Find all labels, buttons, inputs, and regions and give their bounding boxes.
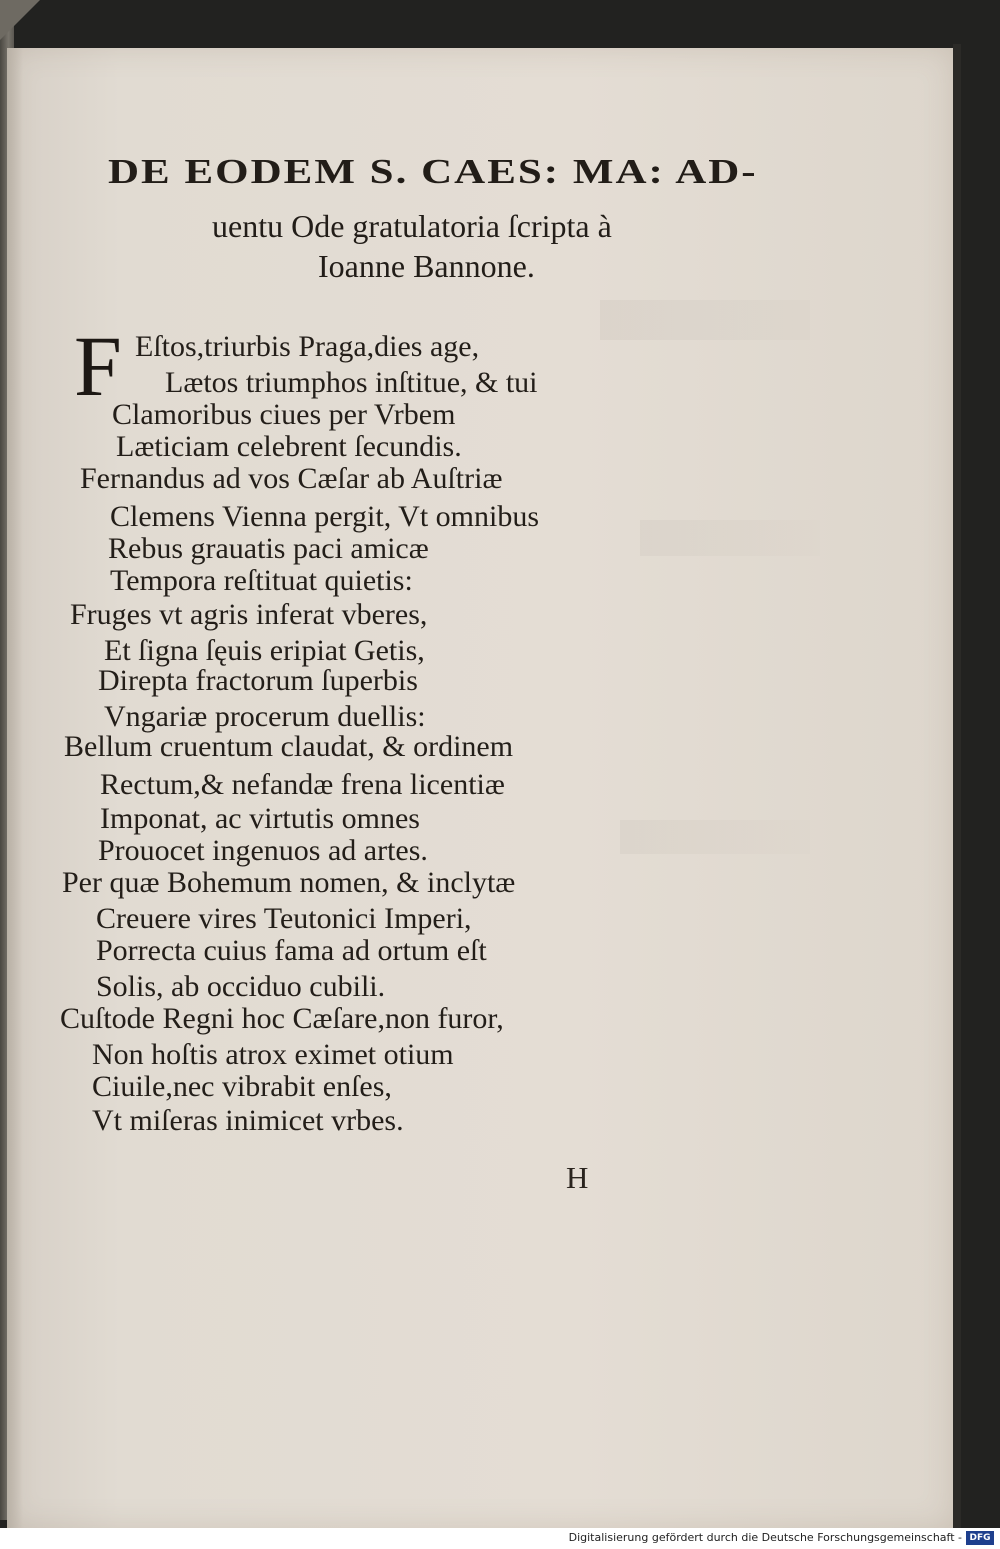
poem-line: Fruges vt agris inferat vberes, xyxy=(70,598,428,631)
digitization-footer xyxy=(0,1528,1000,1549)
poem-line: Per quæ Bohemum nomen, & inclytæ xyxy=(62,866,516,899)
dfg-logo: DFG xyxy=(966,1531,994,1545)
poem-line: Vt miſeras inimicet vrbes. xyxy=(92,1104,404,1137)
poem-line: Fernandus ad vos Cæſar ab Auſtriæ xyxy=(80,462,503,495)
heading-line-2: uentu Ode gratulatoria ſcripta à xyxy=(212,208,612,244)
poem-line: Ciuile,nec vibrabit enſes, xyxy=(92,1070,392,1103)
poem-line: Non hoſtis atrox eximet otium xyxy=(92,1038,454,1071)
poem-line: Porrecta cuius fama ad ortum eſt xyxy=(96,934,487,967)
poem-line: Vngariæ procerum duellis: xyxy=(104,700,426,733)
heading-line-1: DE EODEM S. CAES: MA: AD- xyxy=(108,152,758,192)
poem-line: Cuſtode Regni hoc Cæſare,non furor, xyxy=(60,1002,504,1035)
poem-line: Clamoribus ciues per Vrbem xyxy=(112,398,456,431)
poem-line: Tempora reſtituat quietis: xyxy=(110,564,413,597)
poem-line: Prouocet ingenuos ad artes. xyxy=(98,834,428,867)
footer-credit: Digitalisierung gefördert durch die Deutsche Forschungsgemeinschaft - xyxy=(568,1531,962,1544)
poem-line: Rebus grauatis paci amicæ xyxy=(108,532,429,565)
poem-line: Imponat, ac virtutis omnes xyxy=(100,802,420,835)
poem-line: Lætos triumphos inſtitue, & tui xyxy=(165,366,538,399)
poem-line: Læticiam celebrent ſecundis. xyxy=(116,430,462,463)
heading-line-3: Ioanne Bannone. xyxy=(318,248,535,284)
poem-line: Rectum,& nefandæ frena licentiæ xyxy=(100,768,505,801)
poem-line: Creuere vires Teutonici Imperi, xyxy=(96,902,472,935)
poem-line: Direpta fractorum ſuperbis xyxy=(98,664,418,697)
poem-line: Bellum cruentum claudat, & ordinem xyxy=(64,730,514,763)
poem-line: Eſtos,triurbis Praga,dies age, xyxy=(135,330,480,363)
poem-line: Clemens Vienna pergit, Vt omnibus xyxy=(110,500,540,533)
drop-capital: F xyxy=(74,318,122,414)
signature-mark: H xyxy=(566,1160,589,1195)
poem-line: Solis, ab occiduo cubili. xyxy=(96,970,386,1003)
poem-line: Et ſigna ſęuis eripiat Getis, xyxy=(104,634,425,667)
